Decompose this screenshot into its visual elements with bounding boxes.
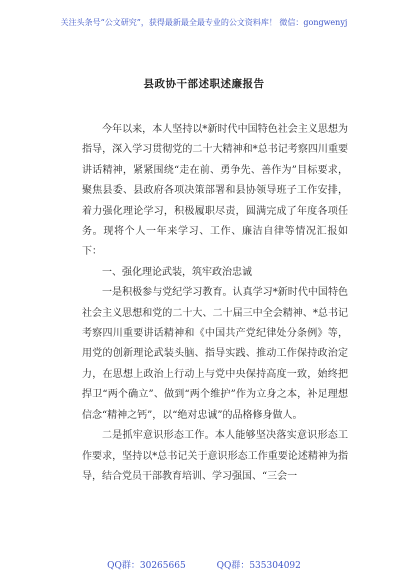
footer-contacts xyxy=(0,558,408,571)
paragraph-intro: 今年以来，本人坚持以*新时代中国特色社会主义思想为指导，深入学习贯彻党的二十大精神和*总书记考察四川重要讲话精神，紧紧围绕“走在前、勇争先、善作为”目标要求，聚焦县委、县政府各项决策部署和县协领导班子工作安排，着力强化理论学习，积极履职尽责，圆满完成了年度各项任务。现将个人一年来学习、工作、廉洁自律等情况汇报如下： xyxy=(82,124,348,258)
footer-qq-group-1: QQ群：30265665 xyxy=(107,561,186,571)
header-banner: 关注头条号“公文研究”，获得最新最全最专业的公文资料库！ 微信：gongwenyj xyxy=(60,18,348,27)
section-heading: 一、强化理论武装，筑牢政治忠诚 xyxy=(102,266,252,278)
paragraph-point-one: 一是积极参与党纪学习教育。认真学习*新时代中国特色社会主义思想和党的二十大、二十届三中全会精神、*总书记考察四川重要讲话精神和《中国共产党纪律处分条例》等，用党的创新理论武装头脑、指导实践、推动工作保持政治定力，在思想上政治上行动上与党中央保持高度一致，始终把捍卫“两个确立”、做到“两个维护”作为立身之本，补足理想信念“精神之钙”，以“绝对忠诚”的品格修身做人。 xyxy=(82,287,348,421)
footer-qq-group-2: QQ群：535304092 xyxy=(216,561,301,571)
paragraph-point-two: 二是抓牢意识形态工作。本人能够坚决落实意识形态工作要求，坚持以*总书记关于意识形态工作重要论述精神为指导，结合党员干部教育培训、学习强国、“三会一 xyxy=(82,430,348,482)
document-title: 县政协干部述职述廉报告 xyxy=(143,78,265,90)
document-body xyxy=(82,120,348,487)
